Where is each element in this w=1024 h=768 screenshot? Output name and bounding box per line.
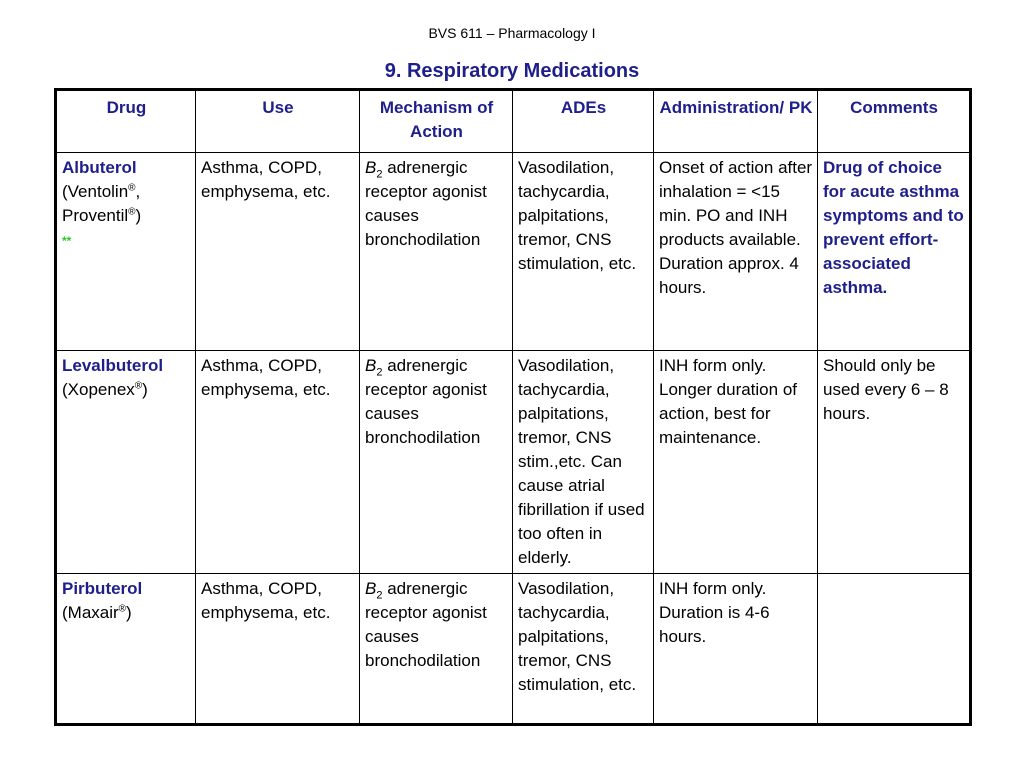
brand-name: (Ventolin®,: [62, 182, 141, 201]
administration-cell: Onset of action after inhalation = <15 min. PO and INH products available. Duration approx. 4 hours.: [654, 153, 818, 351]
table-row: [56, 153, 971, 351]
use-cell: Asthma, COPD, emphysema, etc.: [196, 574, 360, 725]
column-header-ades: ADEs: [513, 90, 654, 153]
drug-cell: [56, 574, 196, 725]
drug-cell: [56, 153, 196, 351]
drug-name: Albuterol: [62, 158, 137, 177]
ades-cell: Vasodilation, tachycardia, palpitations, tremor, CNS stimulation, etc.: [513, 153, 654, 351]
table-header-row: [56, 90, 971, 153]
administration-cell: INH form only. Longer duration of action, best for maintenance.: [654, 351, 818, 574]
comments-cell: Should only be used every 6 – 8 hours.: [818, 351, 971, 574]
table-row: [56, 351, 971, 574]
comments-cell: [818, 574, 971, 725]
column-header-mechanism: Mechanism of Action: [360, 90, 513, 153]
use-cell: Asthma, COPD, emphysema, etc.: [196, 153, 360, 351]
column-header-administration: Administration/ PK: [654, 90, 818, 153]
ades-cell: Vasodilation, tachycardia, palpitations, tremor, CNS stim.,etc. Can cause atrial fibrillation if used too often in elderly.: [513, 351, 654, 574]
brand-name: Proventil®): [62, 206, 142, 225]
administration-cell: INH form only. Duration is 4-6 hours.: [654, 574, 818, 725]
mechanism-cell: $B_2$ adrenergic receptor agonist causes bronchodilation: [360, 351, 513, 574]
drug-name: Levalbuterol: [62, 356, 164, 375]
page-title: 9. Respiratory Medications: [384, 60, 640, 82]
mechanism-cell: $B_2$ adrenergic receptor agonist causes bronchodilation: [360, 574, 513, 725]
drug-cell: [56, 351, 196, 574]
brand-name: (Xopenex®): [62, 380, 148, 399]
column-header-use: Use: [196, 90, 360, 153]
drug-name: Pirbuterol: [62, 579, 143, 598]
ades-cell: Vasodilation, tachycardia, palpitations, tremor, CNS stimulation, etc.: [513, 574, 654, 725]
use-cell: Asthma, COPD, emphysema, etc.: [196, 351, 360, 574]
mechanism-cell: $B_2$ adrenergic receptor agonist causes bronchodilation: [360, 153, 513, 351]
column-header-comments: Comments: [818, 90, 971, 153]
medications-table: [54, 88, 972, 726]
brand-name: (Maxair®): [62, 603, 132, 622]
comments-cell: Drug of choice for acute asthma symptoms and to prevent effort-associated asthma.: [818, 153, 971, 351]
column-header-drug: Drug: [56, 90, 196, 153]
drug-marker: **: [62, 234, 72, 248]
course-label: BVS 611 – Pharmacology I: [428, 25, 596, 41]
table-row: [56, 574, 971, 725]
